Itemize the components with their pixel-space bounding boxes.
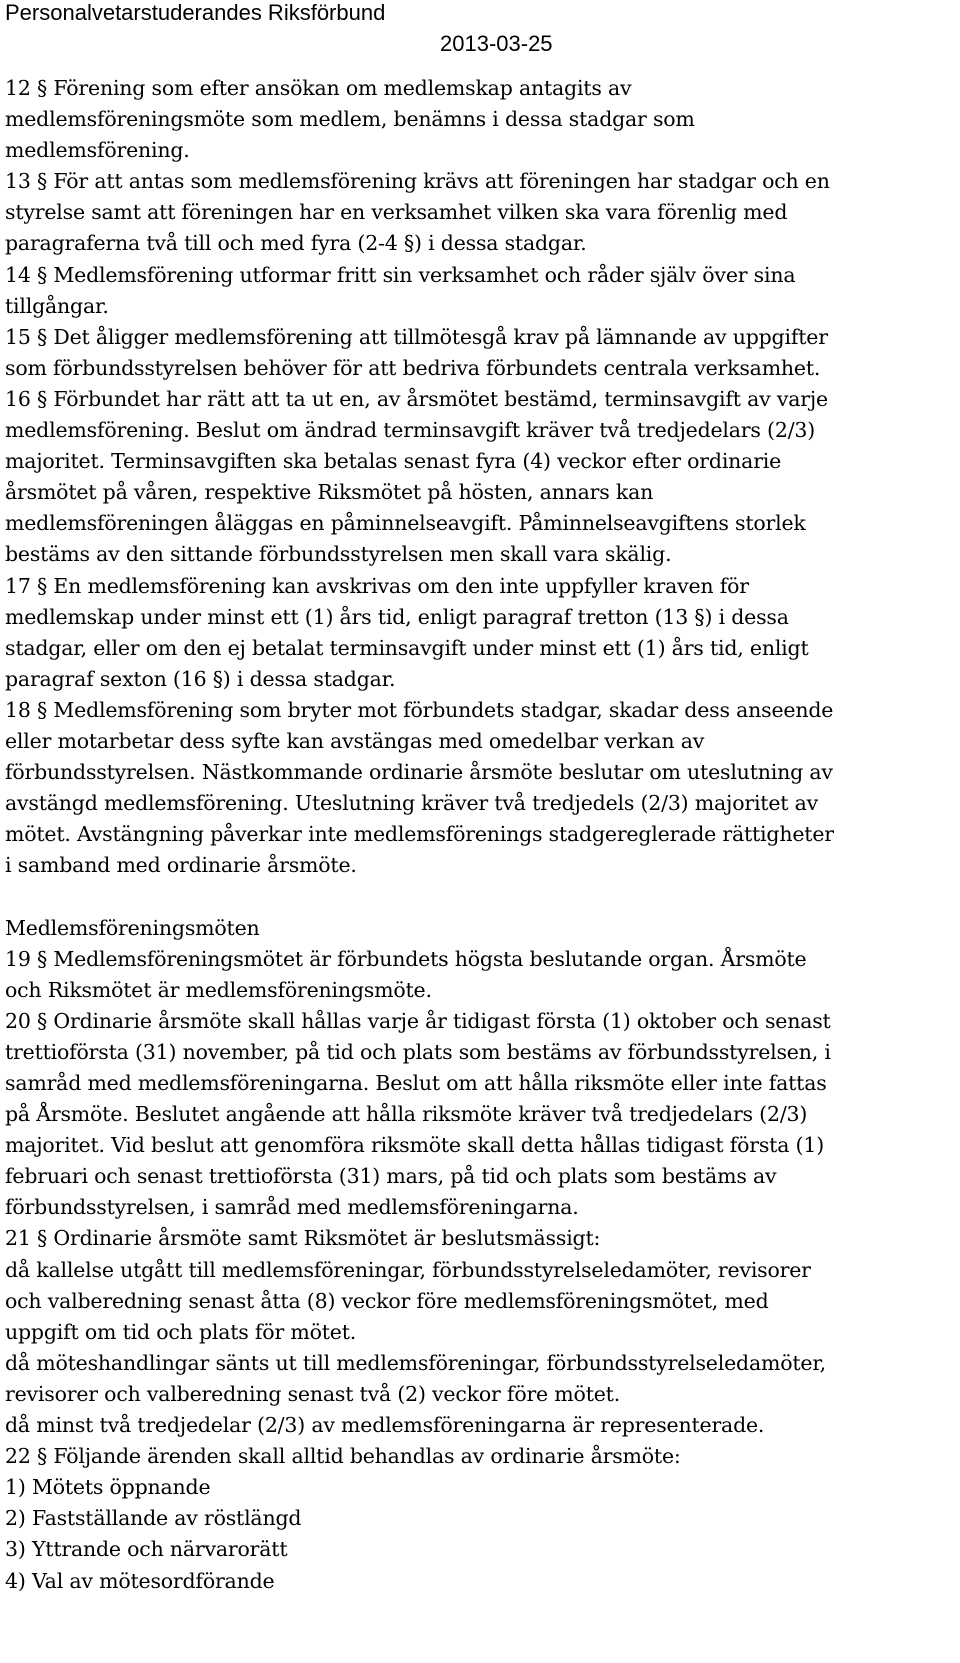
list-item: 4) Val av mötesordförande [5,1568,275,1593]
text-line: på Årsmöte. Beslutet angående att hålla riksmöte kräver två tredjedelars (2/3) [5,1102,808,1127]
text-line: 16 § Förbundet har rätt att ta ut en, av årsmötet bestämd, terminsavgift av varje [5,386,828,411]
text-line: 17 § En medlemsförening kan avskrivas om den inte uppfyller kraven för [5,573,749,598]
text-line: eller motarbetar dess syfte kan avstängas med omedelbar verkan av [5,728,705,753]
text-line: medlemskap under minst ett (1) års tid, enligt paragraf tretton (13 §) i dessa [5,604,789,629]
text-line: revisorer och valberedning senast två (2) veckor före mötet. [5,1381,621,1406]
text-line: 12 § Förening som efter ansökan om medlemskap antagits av [5,76,632,100]
blank-line [5,881,950,912]
list-item: 3) Yttrande och närvarorätt [5,1537,288,1562]
text-line: förbundsstyrelsen, i samråd med medlemsföreningarna. [5,1195,579,1220]
text-line: medlemsförening. Beslut om ändrad terminsavgift kräver två tredjedelars (2/3) [5,418,816,443]
text-line: då minst två tredjedelar (2/3) av medlemsföreningarna är representerade. [5,1413,765,1438]
text-line: 18 § Medlemsförening som bryter mot förbundets stadgar, skadar dess anseende [5,697,834,722]
text-line: som förbundsstyrelsen behöver för att bedriva förbundets centrala verksamhet. [5,355,821,380]
text-line: stadgar, eller om den ej betalat terminsavgift under minst ett (1) års tid, enligt [5,635,809,660]
text-line: medlemsförening. [5,138,190,163]
text-line: samråd med medlemsföreningarna. Beslut om att hålla riksmöte eller inte fattas [5,1071,827,1095]
text-line: februari och senast trettioförsta (31) mars, på tid och plats som bestäms av [5,1164,777,1189]
text-line: medlemsföreningsmöte som medlem, benämns i dessa stadgar som [5,107,695,132]
document-body [5,73,950,1597]
text-line: bestäms av den sittande förbundsstyrelsen men skall vara skälig. [5,542,672,567]
text-line: förbundsstyrelsen. Nästkommande ordinarie årsmöte beslutar om uteslutning av [5,760,833,785]
text-line: då kallelse utgått till medlemsföreningar, förbundsstyrelseledamöter, revisorer [5,1257,811,1282]
header-organization: Personalvetarstuderandes Riksförbund [5,0,386,25]
text-line: 19 § Medlemsföreningsmötet är förbundets högsta beslutande organ. Årsmöte [5,946,807,971]
text-line: styrelse samt att föreningen har en verksamhet vilken ska vara förenlig med [5,200,788,225]
text-line: 14 § Medlemsförening utformar fritt sin verksamhet och råder själv över sina [5,262,796,287]
text-line: och Riksmötet är medlemsföreningsmöte. [5,977,432,1002]
list-item: 2) Fastställande av röstlängd [5,1506,302,1531]
text-line: paragraf sexton (16 §) i dessa stadgar. [5,666,396,691]
text-line: trettioförsta (31) november, på tid och plats som bestäms av förbundsstyrelsen, i [5,1039,831,1064]
list-item: 1) Mötets öppnande [5,1475,211,1500]
text-line: uppgift om tid och plats för mötet. [5,1319,357,1344]
text-line: 13 § För att antas som medlemsförening krävs att föreningen har stadgar och en [5,169,830,194]
text-line: 15 § Det åligger medlemsförening att tillmötesgå krav på lämnande av uppgifter [5,324,828,349]
text-line: i samband med ordinarie årsmöte. [5,853,357,878]
text-line: avstängd medlemsförening. Uteslutning kräver två tredjedels (2/3) majoritet av [5,791,819,816]
text-line: och valberedning senast åtta (8) veckor före medlemsföreningsmötet, med [5,1288,769,1313]
text-line: 21 § Ordinarie årsmöte samt Riksmötet är beslutsmässigt: [5,1226,601,1251]
text-line: majoritet. Vid beslut att genomföra riksmöte skall detta hållas tidigast första (1) [5,1133,824,1158]
text-line: majoritet. Terminsavgiften ska betalas senast fyra (4) veckor efter ordinarie [5,449,782,474]
header-date: 2013-03-25 [440,31,553,56]
text-line: årsmötet på våren, respektive Riksmötet på hösten, annars kan [5,480,654,505]
text-line: paragraferna två till och med fyra (2-4 §) i dessa stadgar. [5,231,587,256]
text-line: 22 § Följande ärenden skall alltid behandlas av ordinarie årsmöte: [5,1444,681,1469]
text-line: medlemsföreningen åläggas en påminnelseavgift. Påminnelseavgiftens storlek [5,511,806,536]
text-line: mötet. Avstängning påverkar inte medlemsförenings stadgereglerade rättigheter [5,822,834,847]
text-line: tillgångar. [5,293,109,318]
section-heading: Medlemsföreningsmöten [5,915,260,940]
text-line: då möteshandlingar sänts ut till medlemsföreningar, förbundsstyrelseledamöter, [5,1350,826,1375]
text-line: 20 § Ordinarie årsmöte skall hållas varje år tidigast första (1) oktober och senast [5,1008,831,1033]
